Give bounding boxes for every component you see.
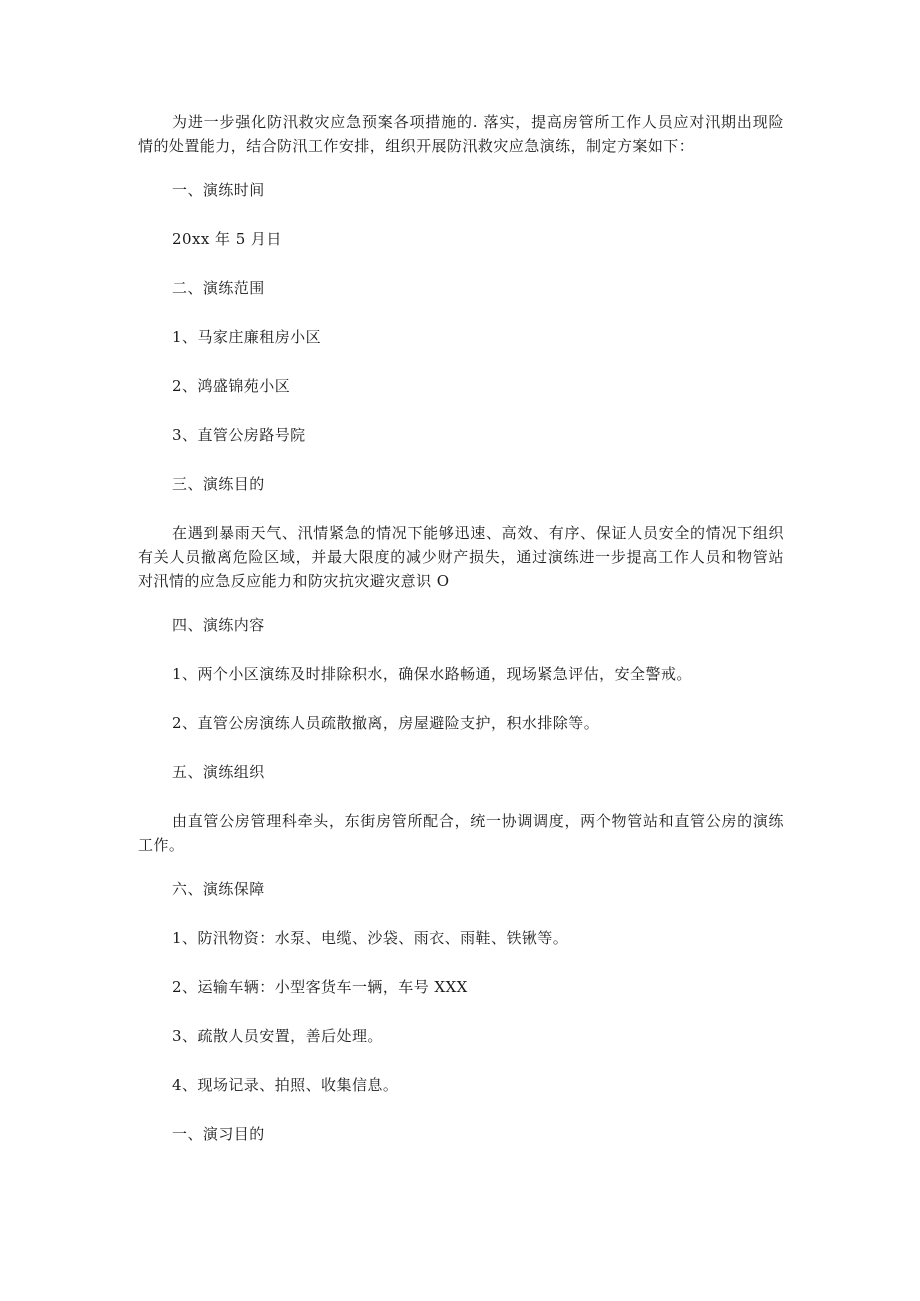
scope-item-3: 3、直管公房路号院 xyxy=(172,426,306,444)
support-item-1: 1、防汛物资：水泵、电缆、沙袋、雨衣、雨鞋、铁锹等。 xyxy=(172,929,569,947)
support-item-4: 4、现场记录、拍照、收集信息。 xyxy=(172,1076,399,1094)
section-heading-content: 四、演练内容 xyxy=(172,616,265,634)
support-item-2: 2、运输车辆：小型客货车一辆，车号 XXX xyxy=(172,978,468,996)
scope-item-2: 2、鸿盛锦苑小区 xyxy=(172,377,291,395)
section-heading-organization: 五、演练组织 xyxy=(172,763,265,781)
content-item-2: 2、直管公房演练人员疏散撤离，房屋避险支护，积水排除等。 xyxy=(172,714,600,732)
section-heading-purpose: 三、演练目的 xyxy=(172,475,265,493)
purpose-paragraph: 在遇到暴雨天气、汛情紧急的情况下能够迅速、高效、有序、保证人员安全的情况下组织有关人员撤离危险区域，并最大限度的减少财产损失，通过演练进一步提高工作人员和物管站对汛情的应急反应能力和防灾抗灾避灾意识 O xyxy=(138,524,784,590)
section-heading-time: 一、演练时间 xyxy=(172,181,265,199)
drill-date: 20xx 年 5 月日 xyxy=(172,230,282,248)
content-item-1: 1、两个小区演练及时排除积水，确保水路畅通，现场紧急评估，安全警戒。 xyxy=(172,665,692,683)
next-section-heading: 一、演习目的 xyxy=(172,1125,265,1143)
support-item-3: 3、疏散人员安置，善后处理。 xyxy=(172,1027,383,1045)
scope-item-1: 1、马家庄廉租房小区 xyxy=(172,328,322,346)
organization-paragraph: 由直管公房管理科牵头，东街房管所配合，统一协调调度，两个物管站和直管公房的演练工作。 xyxy=(138,812,784,854)
section-heading-scope: 二、演练范围 xyxy=(172,279,265,297)
section-heading-support: 六、演练保障 xyxy=(172,880,265,898)
document-page xyxy=(138,110,784,1171)
intro-paragraph: 为进一步强化防汛救灾应急预案各项措施的. 落实，提高房管所工作人员应对汛期出现险情的处置能力，结合防汛工作安排，组织开展防汛救灾应急演练，制定方案如下： xyxy=(138,113,784,155)
